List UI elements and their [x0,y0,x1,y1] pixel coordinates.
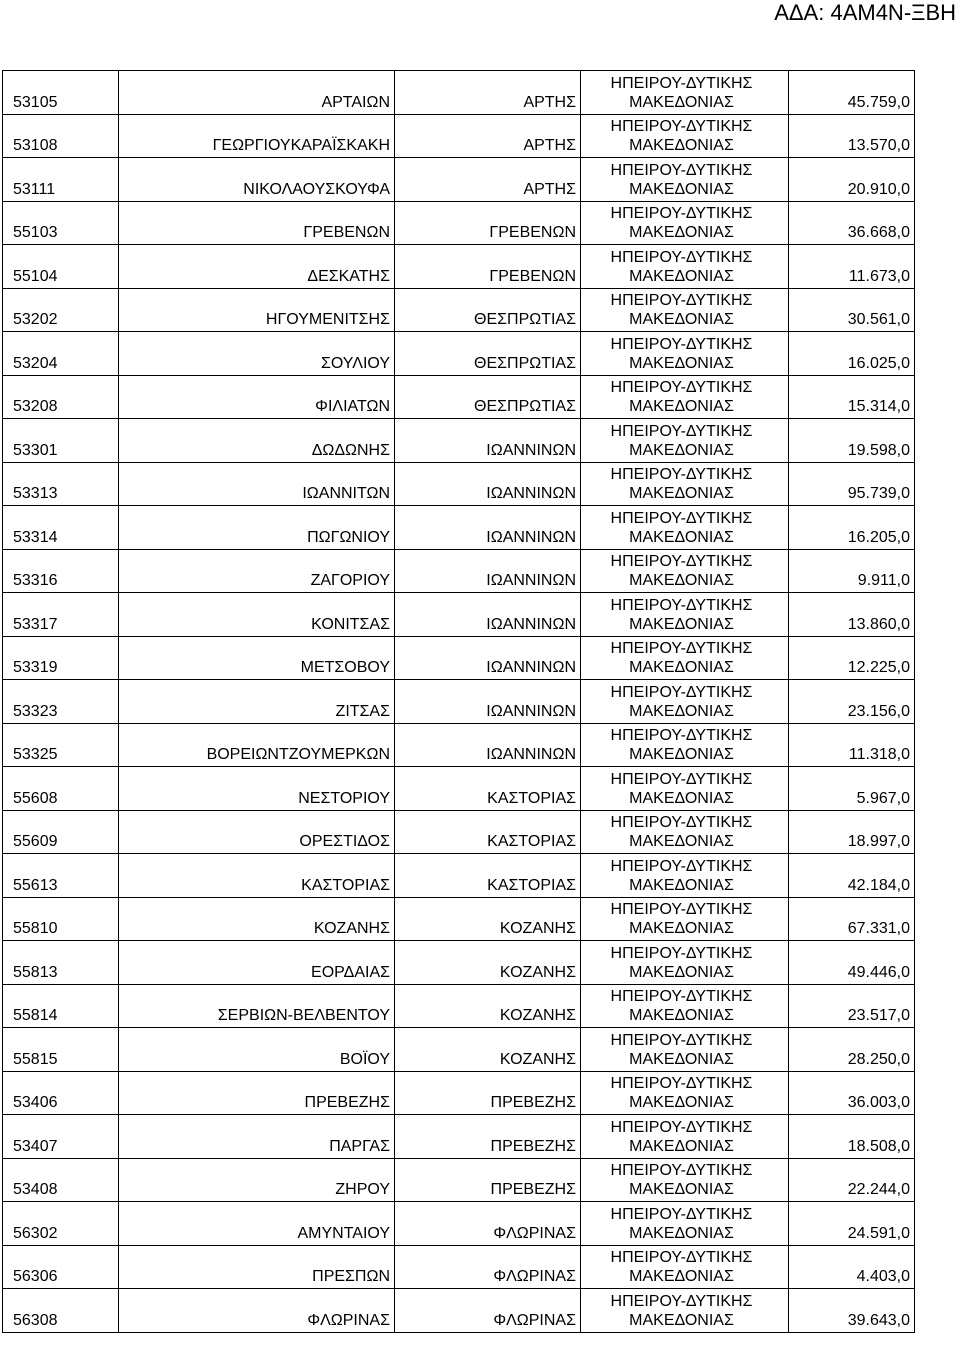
code-cell: 53314 [3,506,119,550]
prefecture-cell: ΠΡΕΒΕΖΗΣ [395,1115,581,1159]
region-line-2: ΜΑΚΕΔΟΝΙΑΣ [629,137,734,154]
table-row [3,897,915,941]
code-cell: 53317 [3,593,119,637]
region-line-2: ΜΑΚΕΔΟΝΙΑΣ [629,1137,734,1155]
amount-cell: 28.250,0 [789,1028,915,1072]
region-cell [581,1028,789,1072]
region-line-2: ΜΑΚΕΔΟΝΙΑΣ [629,93,734,111]
code-cell: 53105 [3,71,119,115]
amount-cell: 11.673,0 [789,245,915,289]
region-line-1: ΗΠΕΙΡΟΥ-ΔΥΤΙΚΗΣ [610,640,753,657]
amount-cell: 19.598,0 [789,419,915,463]
code-cell: 53111 [3,158,119,202]
amount-cell: 11.318,0 [789,723,915,767]
region-cell [581,1071,789,1115]
region-cell [581,462,789,506]
amount-cell: 23.517,0 [789,984,915,1028]
prefecture-cell: ΚΟΖΑΝΗΣ [395,941,581,985]
code-cell: 53108 [3,114,119,158]
code-cell: 53313 [3,462,119,506]
table-row [3,680,915,724]
municipality-cell: ΖΗΡΟΥ [119,1158,395,1202]
prefecture-cell: ΠΡΕΒΕΖΗΣ [395,1071,581,1115]
code-cell: 56302 [3,1202,119,1246]
prefecture-cell: ΓΡΕΒΕΝΩΝ [395,245,581,289]
table-body [3,71,915,1333]
code-cell: 53202 [3,288,119,332]
code-cell: 55814 [3,984,119,1028]
region-line-1: ΗΠΕΙΡΟΥ-ΔΥΤΙΚΗΣ [610,1162,753,1179]
region-cell [581,1115,789,1159]
table-row [3,332,915,376]
code-cell: 56308 [3,1289,119,1333]
table-row [3,462,915,506]
region-line-2: ΜΑΚΕΔΟΝΙΑΣ [629,441,734,459]
region-line-1: ΗΠΕΙΡΟΥ-ΔΥΤΙΚΗΣ [610,74,753,92]
region-line-2: ΜΑΚΕΔΟΝΙΑΣ [629,1007,734,1024]
region-line-2: ΜΑΚΕΔΟΝΙΑΣ [629,920,734,937]
region-cell [581,1289,789,1333]
region-line-1: ΗΠΕΙΡΟΥ-ΔΥΤΙΚΗΣ [610,596,753,614]
region-line-1: ΗΠΕΙΡΟΥ-ΔΥΤΙΚΗΣ [610,727,753,744]
region-line-2: ΜΑΚΕΔΟΝΙΑΣ [629,267,734,285]
region-line-2: ΜΑΚΕΔΟΝΙΑΣ [629,1311,734,1329]
municipality-cell: ΖΑΓΟΡΙΟΥ [119,549,395,593]
code-cell: 53204 [3,332,119,376]
code-cell: 53406 [3,1071,119,1115]
region-cell [581,636,789,680]
municipality-cell: ΓΕΩΡΓΙΟΥΚΑΡΑΪΣΚΑΚΗ [119,114,395,158]
region-line-2: ΜΑΚΕΔΟΝΙΑΣ [629,1268,734,1285]
table-row [3,984,915,1028]
region-line-2: ΜΑΚΕΔΟΝΙΑΣ [629,963,734,981]
region-cell [581,897,789,941]
table-row [3,1245,915,1289]
amount-cell: 22.244,0 [789,1158,915,1202]
table-row [3,506,915,550]
prefecture-cell: ΦΛΩΡΙΝΑΣ [395,1289,581,1333]
region-line-1: ΗΠΕΙΡΟΥ-ΔΥΤΙΚΗΣ [610,1118,753,1136]
region-line-1: ΗΠΕΙΡΟΥ-ΔΥΤΙΚΗΣ [610,1075,753,1092]
region-line-1: ΗΠΕΙΡΟΥ-ΔΥΤΙΚΗΣ [610,292,753,309]
region-line-2: ΜΑΚΕΔΟΝΙΑΣ [629,354,734,372]
code-cell: 55613 [3,854,119,898]
region-line-1: ΗΠΕΙΡΟΥ-ΔΥΤΙΚΗΣ [610,1031,753,1049]
region-cell [581,941,789,985]
table-row [3,636,915,680]
table-row [3,1289,915,1333]
table-row [3,1202,915,1246]
municipality-cell: ΔΕΣΚΑΤΗΣ [119,245,395,289]
table-row [3,71,915,115]
municipality-cell: ΙΩΑΝΝΙΤΩΝ [119,462,395,506]
code-cell: 56306 [3,1245,119,1289]
prefecture-cell: ΙΩΑΝΝΙΝΩΝ [395,419,581,463]
table-row [3,201,915,245]
region-line-1: ΗΠΕΙΡΟΥ-ΔΥΤΙΚΗΣ [610,248,753,266]
municipality-cell: ΠΡΕΒΕΖΗΣ [119,1071,395,1115]
prefecture-cell: ΘΕΣΠΡΩΤΙΑΣ [395,332,581,376]
table-row [3,941,915,985]
amount-cell: 20.910,0 [789,158,915,202]
region-cell [581,158,789,202]
prefecture-cell: ΙΩΑΝΝΙΝΩΝ [395,593,581,637]
prefecture-cell: ΠΡΕΒΕΖΗΣ [395,1158,581,1202]
region-line-1: ΗΠΕΙΡΟΥ-ΔΥΤΙΚΗΣ [610,335,753,353]
region-line-1: ΗΠΕΙΡΟΥ-ΔΥΤΙΚΗΣ [610,422,753,440]
region-line-2: ΜΑΚΕΔΟΝΙΑΣ [629,398,734,415]
region-cell [581,984,789,1028]
amount-cell: 18.997,0 [789,810,915,854]
municipality-cell: ΚΟΝΙΤΣΑΣ [119,593,395,637]
prefecture-cell: ΚΟΖΑΝΗΣ [395,984,581,1028]
amount-cell: 24.591,0 [789,1202,915,1246]
code-cell: 55810 [3,897,119,941]
code-cell: 53316 [3,549,119,593]
amount-cell: 12.225,0 [789,636,915,680]
region-cell [581,419,789,463]
code-cell: 55609 [3,810,119,854]
table-row [3,549,915,593]
prefecture-cell: ΚΑΣΤΟΡΙΑΣ [395,854,581,898]
prefecture-cell: ΚΟΖΑΝΗΣ [395,897,581,941]
region-line-2: ΜΑΚΕΔΟΝΙΑΣ [629,1224,734,1242]
municipality-cell: ΑΡΤΑΙΩΝ [119,71,395,115]
amount-cell: 13.570,0 [789,114,915,158]
region-cell [581,245,789,289]
region-line-2: ΜΑΚΕΔΟΝΙΑΣ [629,572,734,589]
region-line-2: ΜΑΚΕΔΟΝΙΑΣ [629,833,734,850]
municipality-cell: ΟΡΕΣΤΙΔΟΣ [119,810,395,854]
region-cell [581,810,789,854]
region-line-2: ΜΑΚΕΔΟΝΙΑΣ [629,789,734,807]
amount-cell: 36.003,0 [789,1071,915,1115]
prefecture-cell: ΚΑΣΤΟΡΙΑΣ [395,767,581,811]
region-line-2: ΜΑΚΕΔΟΝΙΑΣ [629,528,734,546]
municipality-cell: ΦΙΛΙΑΤΩΝ [119,375,395,419]
table-row [3,375,915,419]
region-cell [581,854,789,898]
prefecture-cell: ΙΩΑΝΝΙΝΩΝ [395,680,581,724]
region-cell [581,593,789,637]
region-line-1: ΗΠΕΙΡΟΥ-ΔΥΤΙΚΗΣ [610,944,753,962]
municipality-cell: ΚΑΣΤΟΡΙΑΣ [119,854,395,898]
region-line-2: ΜΑΚΕΔΟΝΙΑΣ [629,1181,734,1198]
municipality-cell: ΕΟΡΔΑΙΑΣ [119,941,395,985]
prefecture-cell: ΙΩΑΝΝΙΝΩΝ [395,636,581,680]
municipality-cell: ΖΙΤΣΑΣ [119,680,395,724]
region-cell [581,1158,789,1202]
code-cell: 53319 [3,636,119,680]
amount-cell: 4.403,0 [789,1245,915,1289]
municipality-cell: ΒΟΪΟΥ [119,1028,395,1072]
region-line-1: ΗΠΕΙΡΟΥ-ΔΥΤΙΚΗΣ [610,814,753,831]
municipality-cell: ΦΛΩΡΙΝΑΣ [119,1289,395,1333]
region-line-2: ΜΑΚΕΔΟΝΙΑΣ [629,485,734,502]
region-line-1: ΗΠΕΙΡΟΥ-ΔΥΤΙΚΗΣ [610,161,753,179]
municipality-cell: ΠΩΓΩΝΙΟΥ [119,506,395,550]
municipality-cell: ΔΩΔΩΝΗΣ [119,419,395,463]
region-line-1: ΗΠΕΙΡΟΥ-ΔΥΤΙΚΗΣ [610,1292,753,1310]
region-cell [581,767,789,811]
prefecture-cell: ΑΡΤΗΣ [395,71,581,115]
table-row [3,593,915,637]
prefecture-cell: ΚΟΖΑΝΗΣ [395,1028,581,1072]
code-cell: 53325 [3,723,119,767]
region-cell [581,1202,789,1246]
prefecture-cell: ΓΡΕΒΕΝΩΝ [395,201,581,245]
region-cell [581,1245,789,1289]
amount-cell: 42.184,0 [789,854,915,898]
prefecture-cell: ΙΩΑΝΝΙΝΩΝ [395,723,581,767]
region-cell [581,375,789,419]
amount-cell: 30.561,0 [789,288,915,332]
municipality-cell: ΠΑΡΓΑΣ [119,1115,395,1159]
region-line-2: ΜΑΚΕΔΟΝΙΑΣ [629,1094,734,1111]
amount-cell: 67.331,0 [789,897,915,941]
region-line-1: ΗΠΕΙΡΟΥ-ΔΥΤΙΚΗΣ [610,988,753,1005]
table-row [3,854,915,898]
municipality-table [2,70,915,1333]
region-line-1: ΗΠΕΙΡΟΥ-ΔΥΤΙΚΗΣ [610,466,753,483]
municipality-cell: ΒΟΡΕΙΩΝΤΖΟΥΜΕΡΚΩΝ [119,723,395,767]
prefecture-cell: ΘΕΣΠΡΩΤΙΑΣ [395,288,581,332]
region-line-2: ΜΑΚΕΔΟΝΙΑΣ [629,746,734,763]
region-line-2: ΜΑΚΕΔΟΝΙΑΣ [629,876,734,894]
table-row [3,114,915,158]
code-cell: 53407 [3,1115,119,1159]
region-line-1: ΗΠΕΙΡΟΥ-ΔΥΤΙΚΗΣ [610,901,753,918]
municipality-cell: ΓΡΕΒΕΝΩΝ [119,201,395,245]
region-cell [581,332,789,376]
table-row [3,419,915,463]
region-cell [581,201,789,245]
amount-cell: 23.156,0 [789,680,915,724]
region-cell [581,71,789,115]
region-line-2: ΜΑΚΕΔΟΝΙΑΣ [629,702,734,720]
amount-cell: 36.668,0 [789,201,915,245]
region-cell [581,723,789,767]
municipality-cell: ΝΕΣΤΟΡΙΟΥ [119,767,395,811]
amount-cell: 15.314,0 [789,375,915,419]
code-cell: 55104 [3,245,119,289]
table-row [3,158,915,202]
table-row [3,723,915,767]
region-line-2: ΜΑΚΕΔΟΝΙΑΣ [629,224,734,241]
table-row [3,810,915,854]
prefecture-cell: ΚΑΣΤΟΡΙΑΣ [395,810,581,854]
region-line-2: ΜΑΚΕΔΟΝΙΑΣ [629,615,734,633]
municipality-cell: ΣΟΥΛΙΟΥ [119,332,395,376]
region-cell [581,288,789,332]
amount-cell: 16.205,0 [789,506,915,550]
region-line-1: ΗΠΕΙΡΟΥ-ΔΥΤΙΚΗΣ [610,379,753,396]
table-row [3,767,915,811]
amount-cell: 95.739,0 [789,462,915,506]
prefecture-cell: ΦΛΩΡΙΝΑΣ [395,1245,581,1289]
amount-cell: 13.860,0 [789,593,915,637]
prefecture-cell: ΑΡΤΗΣ [395,158,581,202]
region-line-1: ΗΠΕΙΡΟΥ-ΔΥΤΙΚΗΣ [610,683,753,701]
ada-header: ΑΔΑ: 4ΑΜ4Ν-ΞΒΗ [774,0,956,25]
prefecture-cell: ΘΕΣΠΡΩΤΙΑΣ [395,375,581,419]
region-line-2: ΜΑΚΕΔΟΝΙΑΣ [629,180,734,198]
table-row [3,245,915,289]
municipality-cell: ΑΜΥΝΤΑΙΟΥ [119,1202,395,1246]
code-cell: 55103 [3,201,119,245]
region-cell [581,680,789,724]
region-line-1: ΗΠΕΙΡΟΥ-ΔΥΤΙΚΗΣ [610,553,753,570]
amount-cell: 9.911,0 [789,549,915,593]
table-row [3,288,915,332]
region-line-2: ΜΑΚΕΔΟΝΙΑΣ [629,311,734,328]
region-cell [581,506,789,550]
municipality-cell: ΚΟΖΑΝΗΣ [119,897,395,941]
prefecture-cell: ΑΡΤΗΣ [395,114,581,158]
municipality-cell: ΣΕΡΒΙΩΝ-ΒΕΛΒΕΝΤΟΥ [119,984,395,1028]
municipality-cell: ΝΙΚΟΛΑΟΥΣΚΟΥΦΑ [119,158,395,202]
region-line-1: ΗΠΕΙΡΟΥ-ΔΥΤΙΚΗΣ [610,857,753,875]
code-cell: 53208 [3,375,119,419]
region-line-1: ΗΠΕΙΡΟΥ-ΔΥΤΙΚΗΣ [610,509,753,527]
region-line-2: ΜΑΚΕΔΟΝΙΑΣ [629,1050,734,1068]
code-cell: 55815 [3,1028,119,1072]
prefecture-cell: ΙΩΑΝΝΙΝΩΝ [395,549,581,593]
region-line-2: ΜΑΚΕΔΟΝΙΑΣ [629,659,734,676]
region-line-1: ΗΠΕΙΡΟΥ-ΔΥΤΙΚΗΣ [610,770,753,788]
amount-cell: 18.508,0 [789,1115,915,1159]
region-line-1: ΗΠΕΙΡΟΥ-ΔΥΤΙΚΗΣ [610,1205,753,1223]
region-line-1: ΗΠΕΙΡΟΥ-ΔΥΤΙΚΗΣ [610,118,753,135]
table-row [3,1028,915,1072]
amount-cell: 49.446,0 [789,941,915,985]
prefecture-cell: ΙΩΑΝΝΙΝΩΝ [395,506,581,550]
code-cell: 53301 [3,419,119,463]
code-cell: 53408 [3,1158,119,1202]
code-cell: 55813 [3,941,119,985]
table-row [3,1158,915,1202]
prefecture-cell: ΦΛΩΡΙΝΑΣ [395,1202,581,1246]
municipality-cell: ΠΡΕΣΠΩΝ [119,1245,395,1289]
amount-cell: 39.643,0 [789,1289,915,1333]
region-cell [581,549,789,593]
region-cell [581,114,789,158]
municipality-cell: ΜΕΤΣΟΒΟΥ [119,636,395,680]
table-row [3,1071,915,1115]
prefecture-cell: ΙΩΑΝΝΙΝΩΝ [395,462,581,506]
region-line-1: ΗΠΕΙΡΟΥ-ΔΥΤΙΚΗΣ [610,205,753,222]
amount-cell: 45.759,0 [789,71,915,115]
code-cell: 55608 [3,767,119,811]
table-row [3,1115,915,1159]
code-cell: 53323 [3,680,119,724]
region-line-1: ΗΠΕΙΡΟΥ-ΔΥΤΙΚΗΣ [610,1249,753,1266]
amount-cell: 16.025,0 [789,332,915,376]
municipality-cell: ΗΓΟΥΜΕΝΙΤΣΗΣ [119,288,395,332]
amount-cell: 5.967,0 [789,767,915,811]
